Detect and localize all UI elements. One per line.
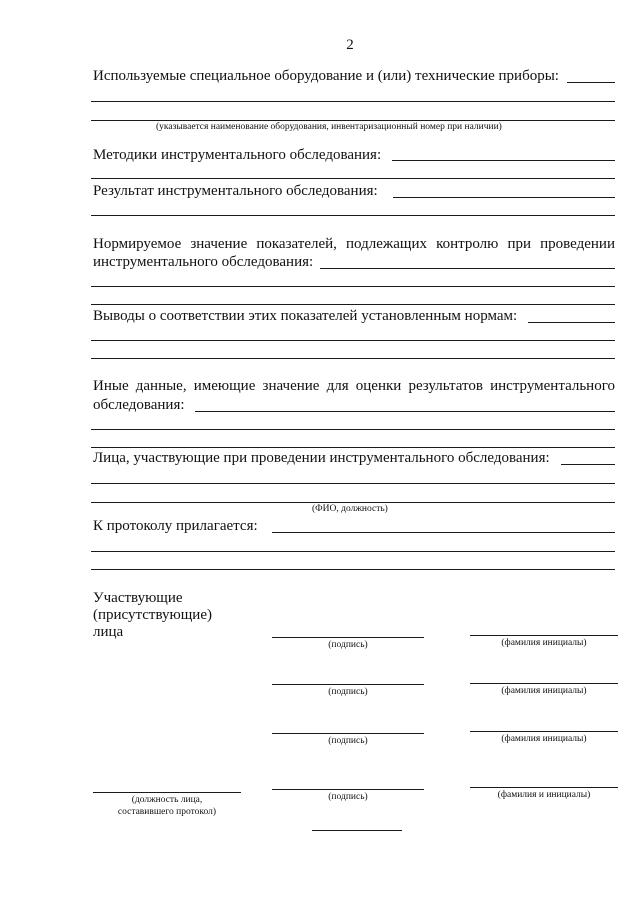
persons-field-line-3[interactable] — [91, 502, 615, 503]
name-line-4[interactable] — [470, 787, 618, 788]
normative-field-line-2[interactable] — [91, 286, 615, 287]
methods-field-line-1[interactable] — [392, 160, 615, 161]
conclusions-field-line-3[interactable] — [91, 358, 615, 359]
attachment-field-line-1[interactable] — [272, 532, 615, 533]
signature-line-4[interactable] — [272, 789, 424, 790]
name-caption-2: (фамилия инициалы) — [501, 686, 587, 696]
attachment-label: К протоколу прилагается: — [93, 518, 258, 534]
normative-label-line-1: Нормируемое значение показателей, подлежащих контролю при проведении — [93, 236, 615, 252]
equipment-field-line-1[interactable] — [567, 82, 615, 83]
conclusions-label: Выводы о соответствии этих показателей установленным нормам: — [93, 308, 518, 324]
persons-label: Лица, участвующие при проведении инструментального обследования: — [93, 450, 550, 466]
persons-field-line-1[interactable] — [561, 464, 615, 465]
attachment-field-line-3[interactable] — [91, 569, 615, 570]
name-line-2[interactable] — [470, 683, 618, 684]
equipment-field-line-3[interactable] — [91, 120, 615, 121]
signature-caption-3: (подпись) — [328, 736, 368, 746]
persons-field-line-2[interactable] — [91, 483, 615, 484]
normative-field-line-3[interactable] — [91, 304, 615, 305]
signature-line-2[interactable] — [272, 684, 424, 685]
signature-line-3[interactable] — [272, 733, 424, 734]
participants-label-line-2: (присутствующие) — [93, 607, 212, 623]
equipment-caption: (указывается наименование оборудования, инвентаризационный номер при наличии) — [156, 122, 502, 132]
conclusions-field-line-2[interactable] — [91, 340, 615, 341]
signature-line-1[interactable] — [272, 637, 424, 638]
equipment-label: Используемые специальное оборудование и (или) технические приборы: — [93, 68, 559, 84]
participants-label-line-1: Участвующие — [93, 590, 183, 606]
methods-label: Методики инструментального обследования: — [93, 147, 382, 163]
participants-label-line-3: лица — [93, 624, 124, 640]
methods-field-line-2[interactable] — [91, 178, 615, 179]
attachment-field-line-2[interactable] — [91, 551, 615, 552]
normative-label-line-2: инструментального обследования: — [93, 254, 314, 270]
date-line[interactable] — [312, 830, 402, 831]
conclusions-field-line-1[interactable] — [528, 322, 615, 323]
name-caption-1: (фамилия инициалы) — [501, 638, 587, 648]
signature-caption-2: (подпись) — [328, 687, 368, 697]
name-line-3[interactable] — [470, 731, 618, 732]
signature-caption-1: (подпись) — [328, 640, 368, 650]
page-number: 2 — [346, 37, 354, 53]
persons-caption: (ФИО, должность) — [312, 504, 388, 514]
other-label-line-1: Иные данные, имеющие значение для оценки результатов инструментального — [93, 378, 615, 394]
other-field-line-1[interactable] — [195, 411, 615, 412]
position-caption-line-1: (должность лица, — [131, 795, 203, 805]
position-line[interactable] — [93, 792, 241, 793]
result-label: Результат инструментального обследования: — [93, 183, 378, 199]
result-field-line-1[interactable] — [393, 197, 615, 198]
normative-field-line-1[interactable] — [320, 268, 615, 269]
other-label-line-2: обследования: — [93, 397, 185, 413]
equipment-field-line-2[interactable] — [91, 101, 615, 102]
name-line-1[interactable] — [470, 635, 618, 636]
other-field-line-2[interactable] — [91, 429, 615, 430]
result-field-line-2[interactable] — [91, 215, 615, 216]
position-caption-line-2: составившего протокол) — [117, 807, 217, 817]
name-caption-3: (фамилия инициалы) — [501, 734, 587, 744]
name-caption-4: (фамилия и инициалы) — [497, 790, 591, 800]
other-field-line-3[interactable] — [91, 447, 615, 448]
signature-caption-4: (подпись) — [328, 792, 368, 802]
